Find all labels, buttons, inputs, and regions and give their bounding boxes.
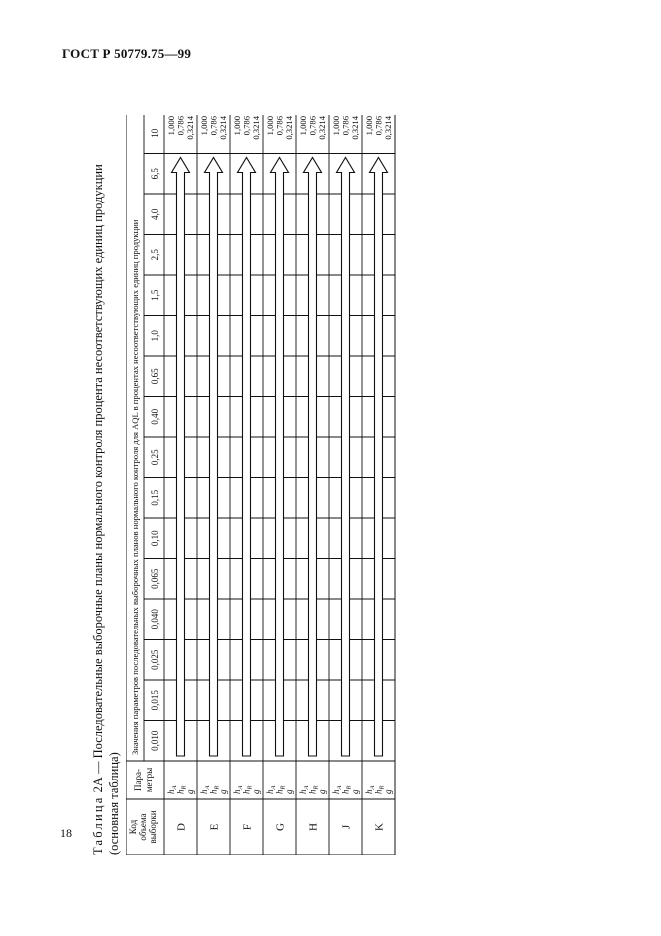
arrow-right-icon <box>304 158 322 757</box>
arrow-right-icon <box>271 158 289 757</box>
aql-header-cell: 0,040 <box>150 609 160 630</box>
aql-header-cell: 0,65 <box>150 368 160 385</box>
aql-header-cell: 1,0 <box>150 330 160 342</box>
param-label: $h_R$ <box>373 785 386 794</box>
aql-header-cell: 0,010 <box>150 730 160 751</box>
aql-header-cell: 0,025 <box>150 649 160 670</box>
param-label: g <box>317 789 327 794</box>
aql-header-cell: 1,5 <box>150 289 160 301</box>
plan-value: 0,786 <box>175 116 186 136</box>
header-params-line: метры <box>144 767 154 793</box>
param-label: $h_A$ <box>166 785 178 794</box>
plan-value: 0,3214 <box>317 116 327 140</box>
row-code: H <box>307 823 320 831</box>
plan-value: 1,000 <box>232 116 242 136</box>
plan-value: 1,000 <box>364 116 374 136</box>
row-code: D <box>175 823 188 831</box>
row-code: E <box>208 823 221 831</box>
param-label: $h_R$ <box>208 785 221 794</box>
plan-value: 1,000 <box>331 116 341 136</box>
param-label: $h_R$ <box>307 785 320 794</box>
arrow-right-icon <box>238 158 256 757</box>
param-label: g <box>284 789 294 794</box>
plan-value: 1,000 <box>199 116 209 136</box>
param-label: g <box>383 789 393 794</box>
aql-header-cell: 4,0 <box>150 208 160 220</box>
caption-subtitle: (основная таблица) <box>107 752 121 855</box>
aql-header-cell: 0,25 <box>150 449 160 466</box>
arrow-right-icon <box>172 158 190 757</box>
caption-prefix: Таблица <box>91 795 105 855</box>
param-label: $h_R$ <box>340 785 353 794</box>
row-code: J <box>340 824 353 830</box>
aql-header-cell: 6,5 <box>150 168 160 180</box>
aql-header-cell: 0,015 <box>150 690 160 711</box>
param-label: $h_A$ <box>331 785 343 794</box>
arrow-right-icon <box>370 158 388 757</box>
header-code-line: объема <box>138 813 148 841</box>
plan-value: 0,3214 <box>284 116 294 140</box>
caption-number: 2А <box>91 777 105 793</box>
param-label: $h_R$ <box>175 785 188 794</box>
aql-header-cell: 10 <box>150 128 160 138</box>
plan-value: 0,786 <box>208 116 219 136</box>
aql-header-cell: 2,5 <box>150 249 160 261</box>
aql-header-cell: 0,065 <box>150 568 160 589</box>
param-label: g <box>350 789 360 794</box>
document-code: ГОСТ Р 50779.75—99 <box>62 46 192 61</box>
plan-value: 0,786 <box>274 116 285 136</box>
row-code: K <box>373 823 386 831</box>
param-label: g <box>185 789 195 794</box>
aql-header-cell: 0,15 <box>150 489 160 506</box>
arrow-right-icon <box>337 158 355 757</box>
plan-value: 0,3214 <box>383 116 393 140</box>
plan-value: 0,3214 <box>218 116 228 140</box>
page-number: 18 <box>60 826 72 840</box>
arrow-right-icon <box>205 158 223 757</box>
plan-value: 0,786 <box>241 116 252 136</box>
param-label: $h_R$ <box>241 785 254 794</box>
aql-header-cell: 0,10 <box>150 530 160 547</box>
plan-value: 0,786 <box>340 116 351 136</box>
aql-header-cell: 0,40 <box>150 408 160 425</box>
rotated-table-block <box>88 85 648 855</box>
sampling-plan-table <box>126 115 426 855</box>
plan-value: 0,3214 <box>251 116 261 140</box>
plan-value: 1,000 <box>166 116 176 136</box>
caption-text: — Последовательные выборочные планы нормального контроля процента несоответствующих единиц продукции <box>91 164 105 778</box>
param-label: $h_A$ <box>265 785 277 794</box>
plan-value: 1,000 <box>265 116 275 136</box>
param-label: $h_A$ <box>199 785 211 794</box>
header-params-line: Пара- <box>133 769 143 791</box>
header-group-label: Значения параметров последовательных выборочных планов нормального контроля для AQL в процентах несоответствующих единиц продукции <box>130 219 140 755</box>
plan-value: 0,3214 <box>350 116 360 140</box>
row-code: G <box>274 823 287 831</box>
param-label: $h_R$ <box>274 785 287 794</box>
param-label: $h_A$ <box>298 785 310 794</box>
header-code-line: Код <box>128 819 138 835</box>
header-code-line: выборки <box>148 810 158 844</box>
table-frame <box>126 115 395 855</box>
plan-value: 0,786 <box>373 116 384 136</box>
param-label: $h_A$ <box>364 785 376 794</box>
param-label: g <box>218 789 228 794</box>
row-code: F <box>241 823 254 831</box>
plan-value: 1,000 <box>298 116 308 136</box>
plan-value: 0,786 <box>307 116 318 136</box>
param-label: g <box>251 789 261 794</box>
plan-value: 0,3214 <box>185 116 195 140</box>
param-label: $h_A$ <box>232 785 244 794</box>
table-caption <box>90 85 122 855</box>
